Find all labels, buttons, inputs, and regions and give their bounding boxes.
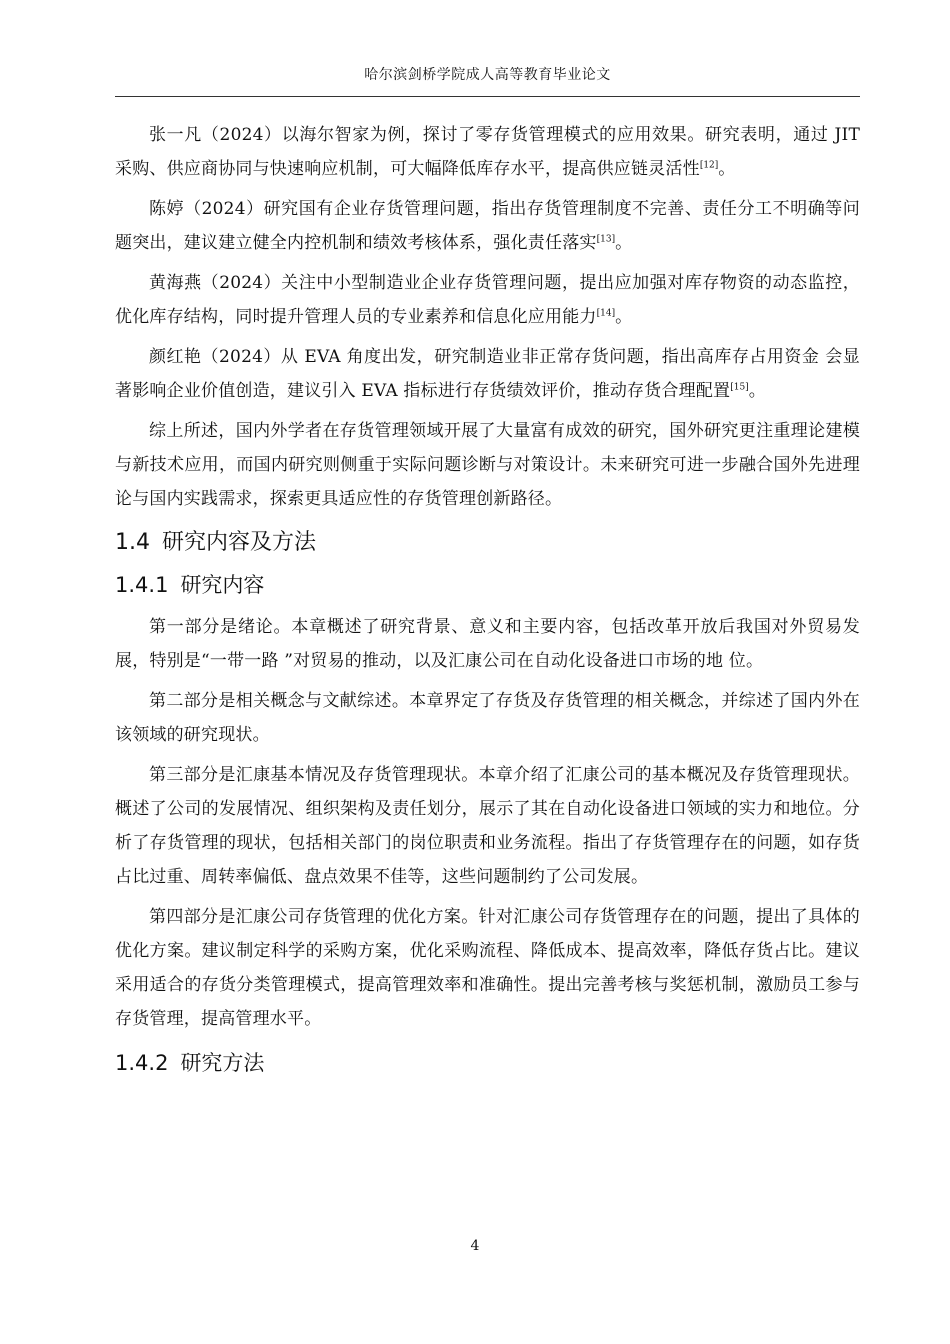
review-paragraph-zhang <box>115 118 860 186</box>
running-header: 哈尔滨剑桥学院成人高等教育毕业论文 <box>364 67 611 83</box>
review-paragraph-huang <box>115 266 860 334</box>
paragraph-text: 颜红艳（2024）从 EVA 角度出发，研究制造业非正常存货问题，指出高库存占用资金 会显著影响企业价值创造，建议引入 EVA 指标进行存货绩效评价，推动存货合理配置 <box>115 347 860 401</box>
subsection-title: 研究内容 <box>180 573 265 597</box>
citation-marker: [13] <box>596 234 616 245</box>
paragraph-text: 黄海燕（2024）关注中小型制造业企业存货管理问题，提出应加强对库存物资的动态监控，优化库存结构，同时提升管理人员的专业素养和信息化应用能力 <box>115 273 860 327</box>
page-body <box>115 118 860 1088</box>
subsection-heading-1-4-2 <box>115 1042 860 1084</box>
citation-marker: [15] <box>730 382 749 393</box>
paragraph-tail: 。 <box>748 381 766 401</box>
paragraph-text: 综上所述，国内外学者在存货管理领域开展了大量富有成效的研究，国外研究更注重理论建模与新技术应用，而国内研究则侧重于实际问题诊断与对策设计。未来研究可进一步融合国外先进理论与国内实践需求，探索更具适应性的存货管理创新路径。 <box>115 421 860 509</box>
section-title: 研究内容及方法 <box>162 530 317 555</box>
content-paragraph-part-one: 第一部分是绪论。本章概述了研究背景、意义和主要内容，包括改革开放后我国对外贸易发展，特别是“一带一路 ”对贸易的推动，以及汇康公司在自动化设备进口市场的地 位。 <box>115 617 860 671</box>
header-divider <box>115 96 860 97</box>
subsection-number: 1.4.1 <box>115 573 169 597</box>
subsection-number: 1.4.2 <box>115 1051 169 1075</box>
paragraph-text: 张一凡（2024）以海尔智家为例，探讨了零存货管理模式的应用效果。研究表明，通过 JIT 采购、供应商协同与快速响应机制，可大幅降低库存水平，提高供应链灵活性 <box>115 125 860 179</box>
review-paragraph-chen <box>115 192 860 260</box>
review-summary-paragraph <box>115 414 860 516</box>
paragraph-tail: 。 <box>615 307 633 327</box>
subsection-heading-1-4-1 <box>115 564 860 606</box>
content-paragraph-part-two: 第二部分是相关概念与文献综述。本章界定了存货及存货管理的相关概念，并综述了国内外在该领域的研究现状。 <box>115 691 860 745</box>
review-paragraph-yan <box>115 340 860 408</box>
section-number: 1.4 <box>115 530 150 555</box>
section-heading-1-4 <box>115 522 860 564</box>
paragraph-tail: 。 <box>615 233 633 253</box>
page-number: 4 <box>470 1238 480 1254</box>
paragraph-text: 陈婷（2024）研究国有企业存货管理问题，指出存货管理制度不完善、责任分工不明确等问题突出，建议建立健全内控机制和绩效考核体系，强化责任落实 <box>115 199 860 253</box>
paragraph-tail: 。 <box>718 159 736 179</box>
content-paragraph-part-three: 第三部分是汇康基本情况及存货管理现状。本章介绍了汇康公司的基本概况及存货管理现状。概述了公司的发展情况、组织架构及责任划分，展示了其在自动化设备进口领域的实力和地位。分析了存货管理的现状，包括相关部门的岗位职责和业务流程。指出了存货管理存在的问题，如存货占比过重、周转率偏低、盘点效果不佳等，这些问题制约了公司发展。 <box>115 765 860 887</box>
citation-marker: [14] <box>596 308 616 319</box>
content-paragraph-part-four: 第四部分是汇康公司存货管理的优化方案。针对汇康公司存货管理存在的问题，提出了具体的优化方案。建议制定科学的采购方案，优化采购流程、降低成本、提高效率，降低存货占比。建议采用适合的存货分类管理模式，提高管理效率和准确性。提出完善考核与奖惩机制，激励员工参与存货管理，提高管理水平。 <box>115 907 860 1029</box>
subsection-title: 研究方法 <box>180 1051 265 1075</box>
citation-marker: [12] <box>699 160 719 171</box>
